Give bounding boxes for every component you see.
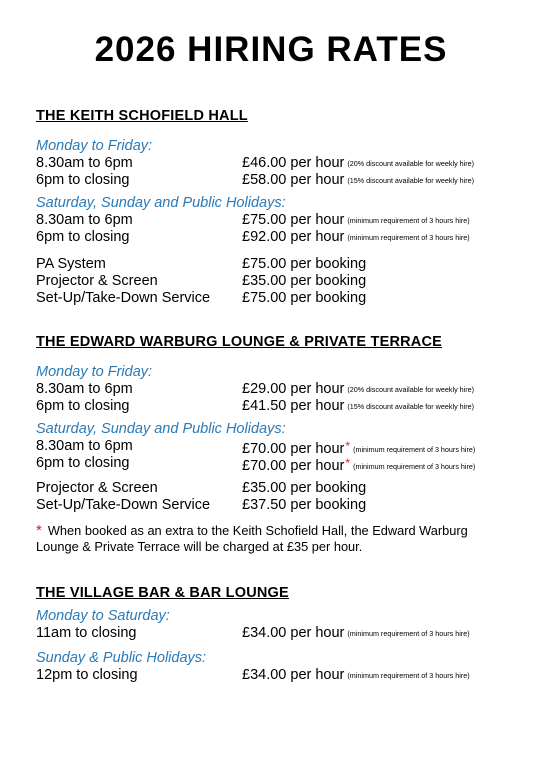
footnote-text: When booked as an extra to the Keith Schofield Hall, the Edward Warburg Lounge & Private Terrace will be charged at £35 per hour. bbox=[36, 523, 468, 554]
asterisk-marker: * bbox=[345, 439, 351, 453]
rate-price: £70.00 per hour bbox=[242, 441, 345, 457]
section-title: THE KEITH SCHOFIELD HALL bbox=[36, 108, 248, 124]
extra-label: Projector & Screen bbox=[36, 273, 158, 289]
rate-row bbox=[36, 398, 536, 415]
rate-row bbox=[36, 667, 536, 684]
group-heading-weekday: Monday to Saturday: bbox=[36, 608, 170, 624]
rate-label: 11am to closing bbox=[36, 625, 137, 641]
section-title: THE EDWARD WARBURG LOUNGE & PRIVATE TERRACE bbox=[36, 334, 443, 350]
rate-price: £29.00 per hour bbox=[242, 381, 345, 397]
rate-label: 8.30am to 6pm bbox=[36, 155, 133, 171]
rate-label: 8.30am to 6pm bbox=[36, 438, 133, 454]
rate-price: £34.00 per hour bbox=[242, 667, 345, 683]
rate-label: 6pm to closing bbox=[36, 229, 130, 245]
rate-note: (minimum requirement of 3 hours hire) bbox=[347, 671, 470, 680]
rate-note: (15% discount available for weekly hire) bbox=[347, 402, 475, 411]
extra-label: Set-Up/Take-Down Service bbox=[36, 497, 211, 513]
group-heading-weekday: Monday to Friday: bbox=[36, 138, 153, 154]
extra-row bbox=[36, 290, 536, 307]
rate-label: 6pm to closing bbox=[36, 172, 130, 188]
rate-price: £70.00 per hour bbox=[242, 458, 345, 474]
section-keith-schofield-hall bbox=[36, 107, 536, 307]
rate-price: £92.00 per hour bbox=[242, 229, 345, 245]
extra-price: £75.00 per booking bbox=[242, 290, 367, 306]
extra-label: PA System bbox=[36, 256, 106, 272]
rate-price: £75.00 per hour bbox=[242, 212, 345, 228]
rate-price: £34.00 per hour bbox=[242, 625, 345, 641]
section-village-bar bbox=[36, 584, 536, 684]
rate-note: (15% discount available for weekly hire) bbox=[347, 176, 475, 185]
rate-note: (minimum requirement of 3 hours hire) bbox=[353, 445, 476, 454]
rate-row bbox=[36, 438, 536, 455]
extra-label: Projector & Screen bbox=[36, 480, 158, 496]
rate-note: (minimum requirement of 3 hours hire) bbox=[347, 233, 470, 242]
rate-note: (minimum requirement of 3 hours hire) bbox=[353, 462, 476, 471]
extra-price: £35.00 per booking bbox=[242, 480, 367, 496]
rate-note: (20% discount available for weekly hire) bbox=[347, 385, 475, 394]
extra-label: Set-Up/Take-Down Service bbox=[36, 290, 211, 306]
rate-price: £46.00 per hour bbox=[242, 155, 345, 171]
rate-price: £41.50 per hour bbox=[242, 398, 345, 414]
rate-label: 12pm to closing bbox=[36, 667, 138, 683]
rate-row bbox=[36, 381, 536, 398]
rate-label: 6pm to closing bbox=[36, 455, 130, 471]
rate-row bbox=[36, 212, 536, 229]
rate-row bbox=[36, 229, 536, 246]
rate-note: (minimum requirement of 3 hours hire) bbox=[347, 216, 470, 225]
extra-row bbox=[36, 256, 536, 273]
rate-row bbox=[36, 155, 536, 172]
extra-price: £37.50 per booking bbox=[242, 497, 367, 513]
extra-row bbox=[36, 273, 536, 290]
footnote bbox=[36, 523, 506, 555]
section-title: THE VILLAGE BAR & BAR LOUNGE bbox=[36, 585, 289, 601]
rate-note: (minimum requirement of 3 hours hire) bbox=[347, 629, 470, 638]
section-edward-warburg-lounge bbox=[36, 333, 536, 555]
asterisk-marker: * bbox=[36, 522, 42, 539]
group-heading-weekday: Monday to Friday: bbox=[36, 364, 153, 380]
rate-label: 6pm to closing bbox=[36, 398, 130, 414]
rate-note: (20% discount available for weekly hire) bbox=[347, 159, 475, 168]
rate-row bbox=[36, 455, 536, 472]
extra-price: £35.00 per booking bbox=[242, 273, 367, 289]
group-heading-weekend: Saturday, Sunday and Public Holidays: bbox=[36, 421, 286, 437]
page-title: 2026 HIRING RATES bbox=[94, 30, 448, 69]
rate-row bbox=[36, 625, 536, 642]
rate-price: £58.00 per hour bbox=[242, 172, 345, 188]
group-heading-weekend: Saturday, Sunday and Public Holidays: bbox=[36, 195, 286, 211]
group-heading-weekend: Sunday & Public Holidays: bbox=[36, 650, 207, 666]
extra-price: £75.00 per booking bbox=[242, 256, 367, 272]
extra-row bbox=[36, 497, 536, 514]
extra-row bbox=[36, 480, 536, 497]
rate-label: 8.30am to 6pm bbox=[36, 381, 133, 397]
rate-row bbox=[36, 172, 536, 189]
rate-label: 8.30am to 6pm bbox=[36, 212, 133, 228]
asterisk-marker: * bbox=[345, 456, 351, 470]
